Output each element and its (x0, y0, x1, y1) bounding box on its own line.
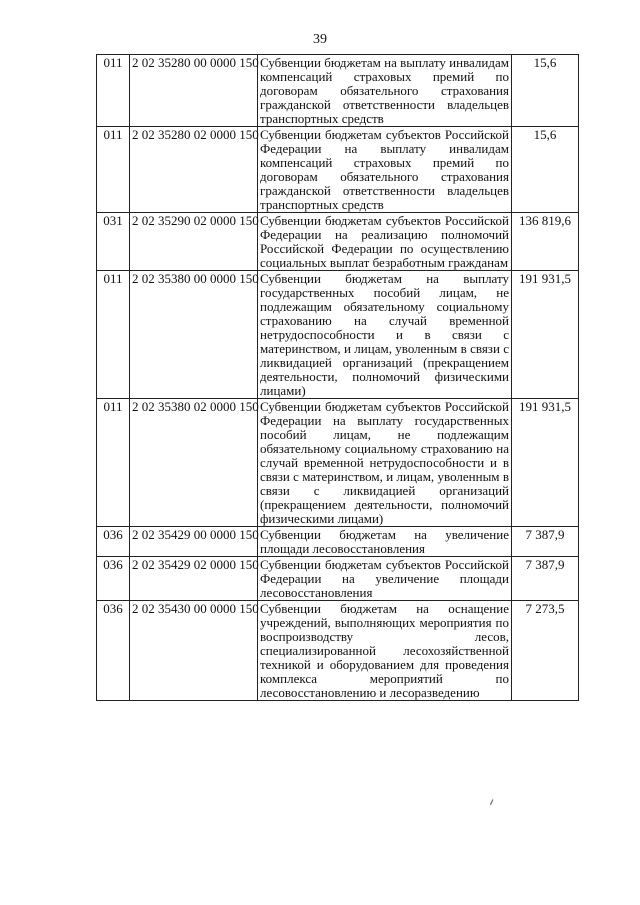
revenue-name-cell: Субвенции бюджетам на выплату инвалидам компенсаций страховых премий по договорам обязательного страхования гражданской ответственности владельцев транспортных средств (258, 55, 512, 127)
budget-classification-code-cell: 2 02 35429 00 0000 150 (130, 527, 258, 557)
table-row (97, 213, 579, 271)
amount-cell: 7 273,5 (512, 601, 579, 701)
revenue-name-cell: Субвенции бюджетам на выплату государственных пособий лицам, не подлежащим обязательному социальному страхованию на случай временной нетрудоспособности и в связи с материнством, и лицам, уволенным в связи с ликвидацией организаций (прекращением деятельности, полномочий физическими лицами) (258, 271, 512, 399)
revenue-name-cell: Субвенции бюджетам субъектов Российской Федерации на реализацию полномочий Российской Федерации по осуществлению социальных выплат безработным гражданам (258, 213, 512, 271)
amount-cell: 136 819,6 (512, 213, 579, 271)
budget-classification-code-cell: 2 02 35429 02 0000 150 (130, 557, 258, 601)
table-row (97, 527, 579, 557)
admin-code-cell: 036 (97, 557, 130, 601)
admin-code-cell: 031 (97, 213, 130, 271)
budget-table (96, 54, 579, 701)
table-row (97, 557, 579, 601)
page-number: 39 (313, 32, 327, 47)
revenue-name-cell: Субвенции бюджетам субъектов Российской Федерации на выплату инвалидам компенсаций страховых премий по договорам обязательного страхования гражданской ответственности владельцев транспортных средств (258, 127, 512, 213)
admin-code-cell: 036 (97, 527, 130, 557)
admin-code-cell: 011 (97, 55, 130, 127)
budget-classification-code-cell: 2 02 35290 02 0000 150 (130, 213, 258, 271)
amount-cell: 191 931,5 (512, 399, 579, 527)
admin-code-cell: 011 (97, 127, 130, 213)
table-row (97, 399, 579, 527)
table-row (97, 601, 579, 701)
admin-code-cell: 036 (97, 601, 130, 701)
admin-code-cell: 011 (97, 399, 130, 527)
revenue-name-cell: Субвенции бюджетам субъектов Российской Федерации на выплату государственных пособий лицам, не подлежащим обязательному социальному страхованию на случай временной нетрудоспособности и в связи с материнством, и лицам, уволенным в связи с ликвидацией организаций (прекращением деятельности, полномочий физическими лицами) (258, 399, 512, 527)
amount-cell: 7 387,9 (512, 527, 579, 557)
revenue-name-cell: Субвенции бюджетам субъектов Российской Федерации на увеличение площади лесовосстановления (258, 557, 512, 601)
admin-code-cell: 011 (97, 271, 130, 399)
amount-cell: 15,6 (512, 127, 579, 213)
amount-cell: 7 387,9 (512, 557, 579, 601)
amount-cell: 191 931,5 (512, 271, 579, 399)
revenue-name-cell: Субвенции бюджетам на оснащение учреждений, выполняющих мероприятия по воспроизводству лесов, специализированной лесохозяйственной техникой и оборудованием для проведения комплекса мероприятий по лесовосстановлению и лесоразведению (258, 601, 512, 701)
budget-classification-code-cell: 2 02 35380 00 0000 150 (130, 271, 258, 399)
revenue-name-cell: Субвенции бюджетам на увеличение площади лесовосстановления (258, 527, 512, 557)
budget-classification-code-cell: 2 02 35430 00 0000 150 (130, 601, 258, 701)
budget-classification-code-cell: 2 02 35280 02 0000 150 (130, 127, 258, 213)
budget-classification-code-cell: 2 02 35380 02 0000 150 (130, 399, 258, 527)
budget-classification-code-cell: 2 02 35280 00 0000 150 (130, 55, 258, 127)
pen-mark (490, 799, 497, 807)
table-row (97, 55, 579, 127)
table-row (97, 127, 579, 213)
amount-cell: 15,6 (512, 55, 579, 127)
table-row (97, 271, 579, 399)
